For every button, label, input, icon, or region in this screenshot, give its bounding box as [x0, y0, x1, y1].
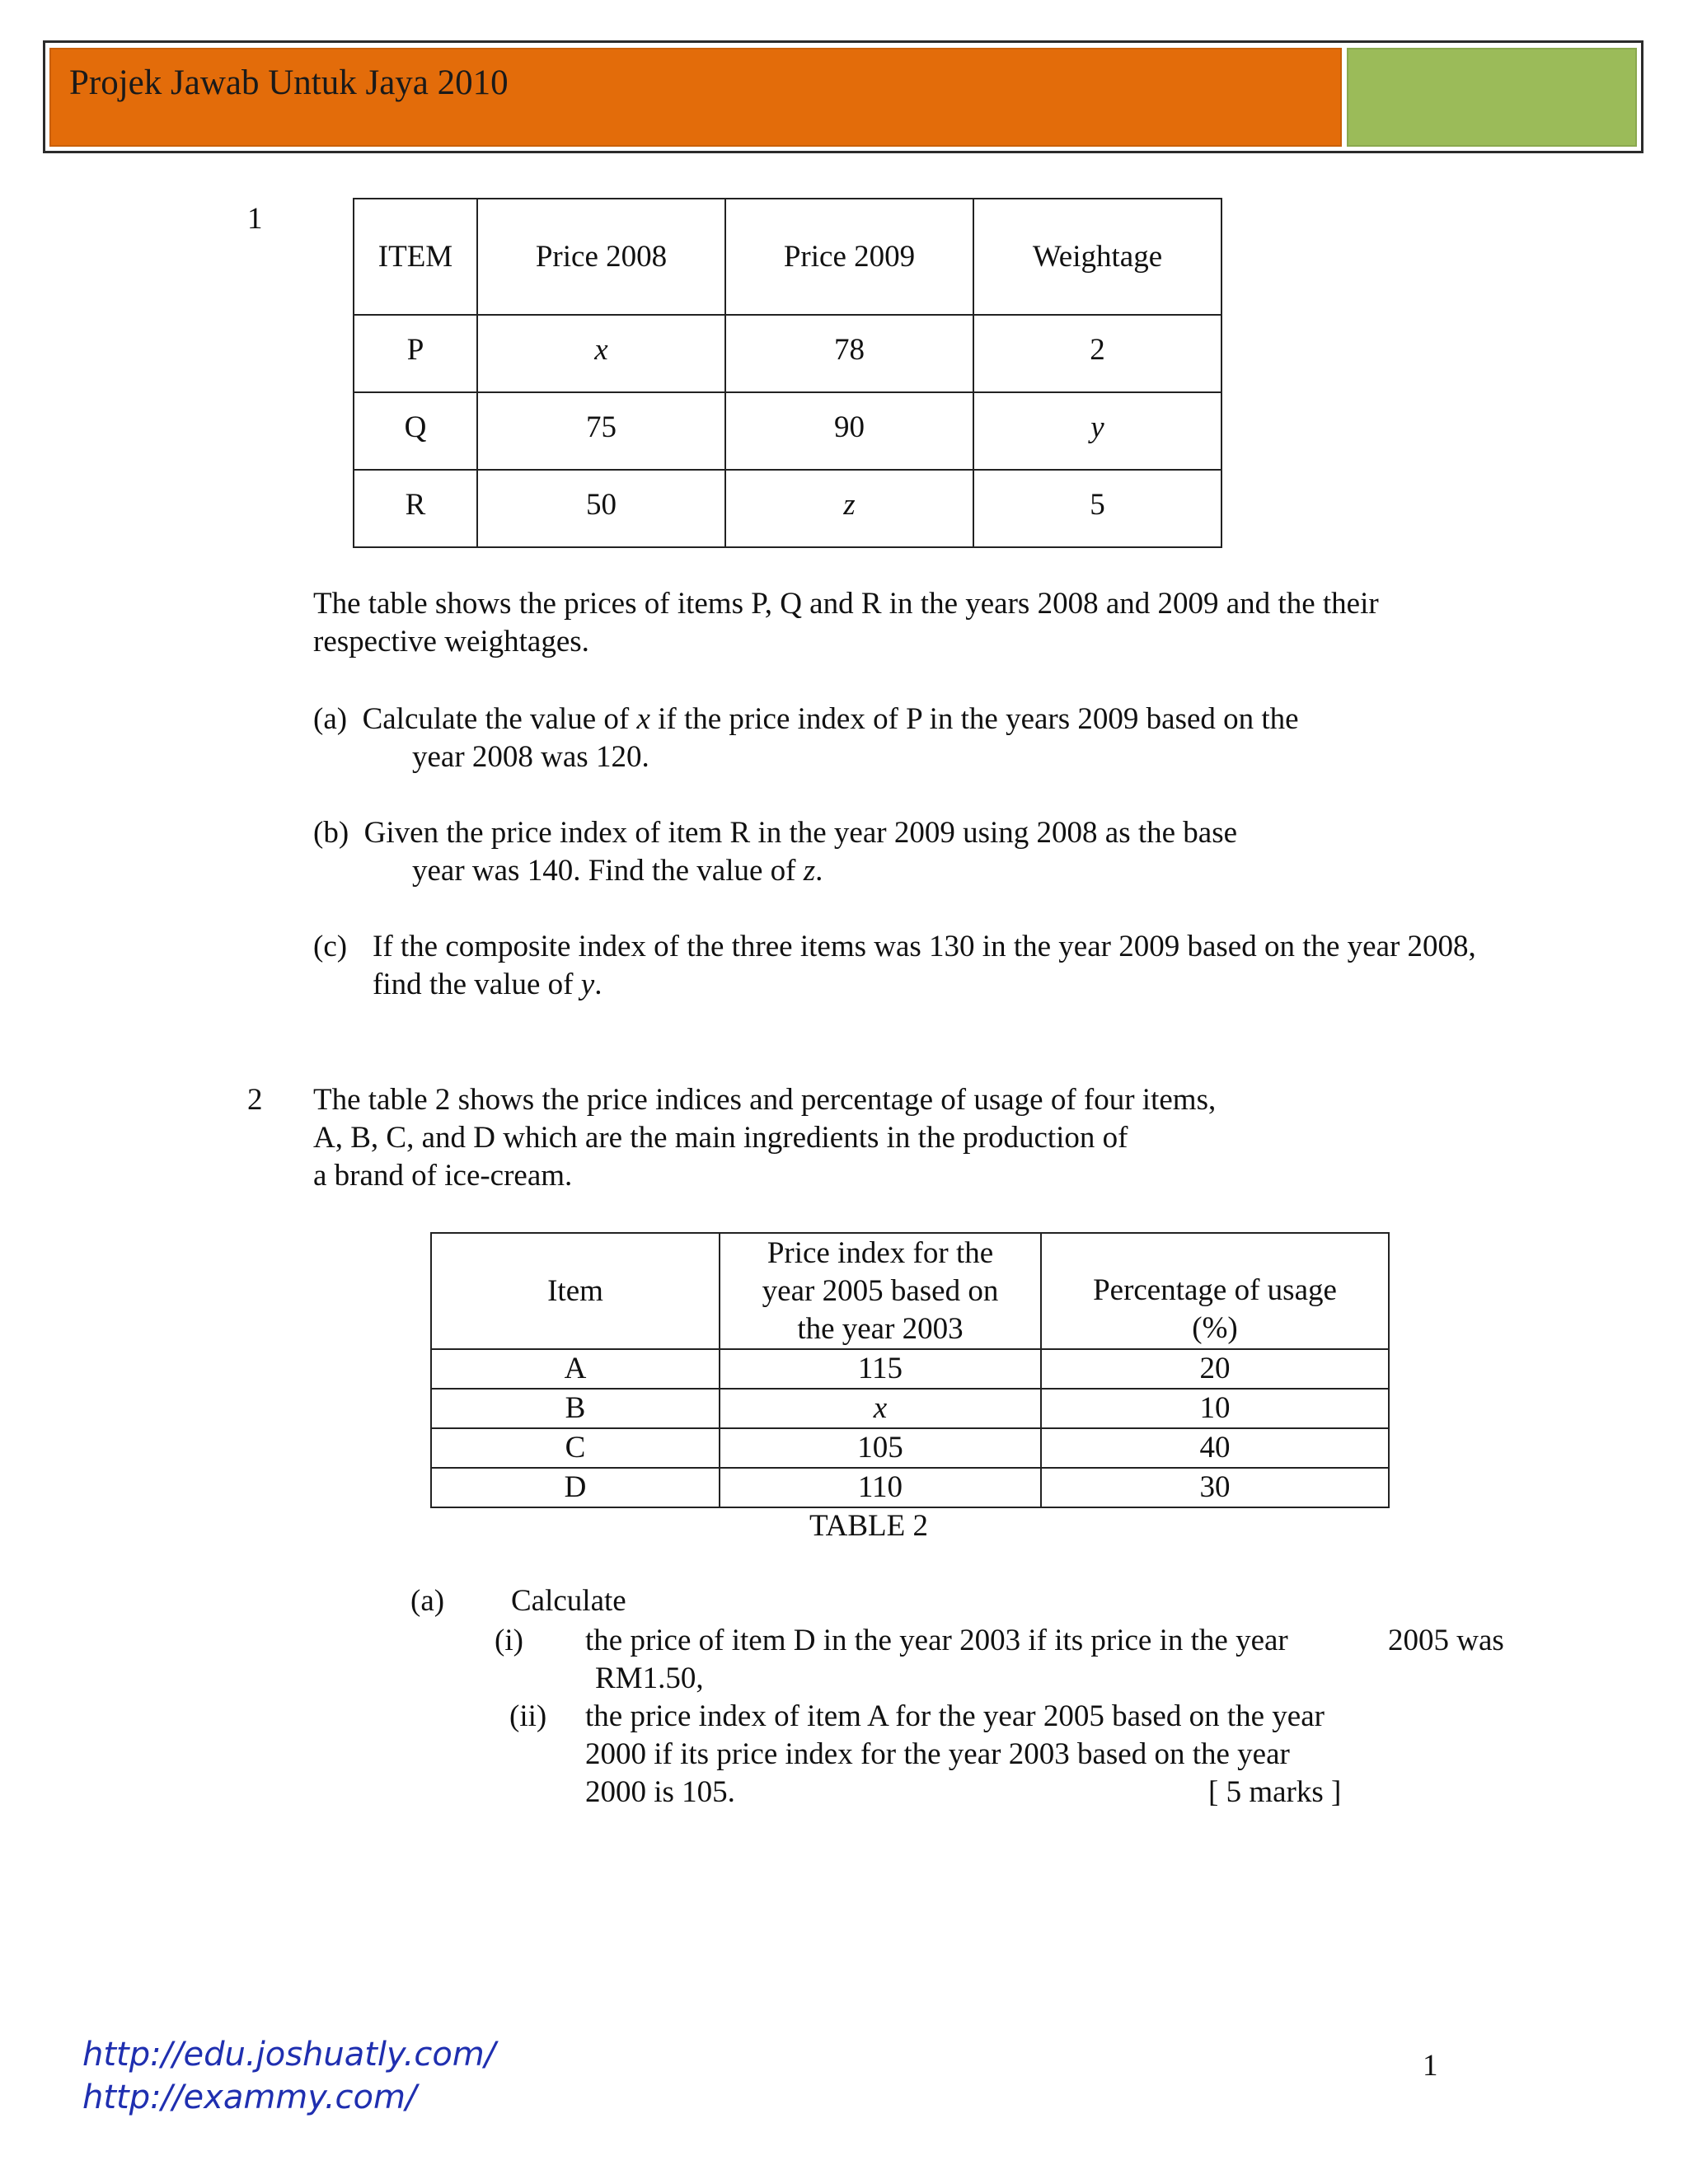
header-line: year 2005 based on: [762, 1273, 999, 1308]
q2-intro-line: A, B, C, and D which are the main ingredients in the production of: [313, 1121, 1128, 1155]
q1-intro-line: The table shows the prices of items P, Q and R in the years 2008 and 2009 and the their: [313, 587, 1379, 621]
question-1-number: 1: [247, 202, 263, 236]
header-line: Price index for the: [767, 1235, 994, 1270]
table-row: [431, 1349, 1389, 1389]
table-cell: 78: [725, 315, 973, 392]
table-row: [354, 315, 1221, 392]
q2-part-a-i-line1: the price of item D in the year 2003 if its price in the year: [585, 1624, 1288, 1657]
header-title: Projek Jawab Untuk Jaya 2010: [69, 63, 509, 102]
q2-intro-line: a brand of ice-cream.: [313, 1159, 573, 1193]
q1-part-c-line1: If the composite index of the three items was 130 in the year 2009 based on the year 2008,: [373, 930, 1476, 963]
table-cell: 105: [720, 1428, 1041, 1468]
q2-part-a-i-line2: RM1.50,: [595, 1661, 704, 1695]
q1-part-a-line2: year 2008 was 120.: [412, 740, 649, 774]
table-header-cell: ITEM: [354, 199, 477, 315]
part-text: .: [594, 968, 603, 1001]
table-header-cell: Item: [431, 1233, 720, 1349]
table-cell: Q: [354, 392, 477, 470]
q2-part-a-i-line1-tail: 2005 was: [1388, 1624, 1504, 1657]
part-text: year was 140. Find the value of: [412, 854, 804, 888]
table-header-cell: [720, 1233, 1041, 1349]
part-text: Calculate the value of: [362, 702, 637, 736]
price-index-table-q2: [430, 1232, 1390, 1508]
q2-part-a-ii-line3: 2000 is 105.: [585, 1775, 735, 1809]
table-header-cell: [1041, 1233, 1389, 1349]
header-line: the year 2003: [797, 1311, 964, 1346]
q2-part-a-label: (a): [410, 1584, 445, 1618]
table-cell: 30: [1041, 1468, 1389, 1507]
q1-part-c-line2: [373, 966, 602, 1004]
header-line: (%): [1192, 1311, 1238, 1345]
table-cell: 110: [720, 1468, 1041, 1507]
q1-intro-line: respective weightages.: [313, 625, 589, 658]
table-header-cell: Price 2009: [725, 199, 973, 315]
part-label: (a): [313, 702, 348, 736]
table-cell: x: [720, 1389, 1041, 1428]
q2-part-a-ii-line1: the price index of item A for the year 2005 based on the year: [585, 1699, 1325, 1733]
q2-part-a-ii-line2: 2000 if its price index for the year 2003 based on the year: [585, 1737, 1290, 1771]
table-cell: 90: [725, 392, 973, 470]
table-row: [354, 470, 1221, 547]
marks-label: [ 5 marks ]: [1208, 1775, 1342, 1809]
table-cell: D: [431, 1468, 720, 1507]
part-text: Given the price index of item R in the year 2009 using 2008 as the base: [363, 816, 1238, 850]
table-row: [354, 392, 1221, 470]
table-cell: A: [431, 1349, 720, 1389]
q2-part-a-calc: Calculate: [511, 1584, 626, 1618]
part-text: if the price index of P in the years 2009 based on the: [649, 702, 1299, 736]
table-cell: 40: [1041, 1428, 1389, 1468]
table-cell: z: [725, 470, 973, 547]
table-cell: C: [431, 1428, 720, 1468]
q1-part-b-line2: [412, 852, 823, 890]
question-2-number: 2: [247, 1083, 263, 1117]
table-cell: 10: [1041, 1389, 1389, 1428]
q1-part-c-label: (c): [313, 930, 348, 963]
q1-part-a: [313, 701, 1299, 738]
table-cell: 20: [1041, 1349, 1389, 1389]
table-cell: 2: [973, 315, 1221, 392]
table-header-row: [431, 1233, 1389, 1349]
table-row: [431, 1389, 1389, 1428]
part-label: (b): [313, 816, 349, 850]
table-header-cell: Price 2008: [477, 199, 725, 315]
table-cell: 115: [720, 1349, 1041, 1389]
part-text: .: [815, 854, 823, 888]
header-accent-block: [1347, 48, 1637, 147]
table-caption: TABLE 2: [809, 1509, 928, 1543]
page-number: 1: [1423, 2049, 1438, 2083]
variable: x: [636, 702, 650, 736]
variable: z: [803, 854, 816, 888]
table-cell: B: [431, 1389, 720, 1428]
part-text: find the value of: [373, 968, 581, 1001]
footer-link-joshuatly[interactable]: http://edu.joshuatly.com/: [82, 2036, 496, 2074]
footer-link-exammy[interactable]: http://exammy.com/: [82, 2079, 417, 2116]
variable: y: [580, 968, 595, 1001]
table-row: [431, 1468, 1389, 1507]
table-cell: R: [354, 470, 477, 547]
table-header-row: [354, 199, 1221, 315]
table-row: [431, 1428, 1389, 1468]
q2-intro-line: The table 2 shows the price indices and percentage of usage of four items,: [313, 1083, 1217, 1117]
table-cell: P: [354, 315, 477, 392]
table-cell: 50: [477, 470, 725, 547]
table-header-cell: Weightage: [973, 199, 1221, 315]
table-cell: 5: [973, 470, 1221, 547]
price-table-q1: [353, 198, 1222, 548]
q2-part-a-i-label: (i): [495, 1624, 523, 1657]
q2-part-a-ii-label: (ii): [509, 1699, 547, 1733]
table-cell: x: [477, 315, 725, 392]
header-line: Percentage of usage: [1093, 1273, 1337, 1307]
table-cell: y: [973, 392, 1221, 470]
table-cell: 75: [477, 392, 725, 470]
q1-part-b: [313, 814, 1237, 852]
